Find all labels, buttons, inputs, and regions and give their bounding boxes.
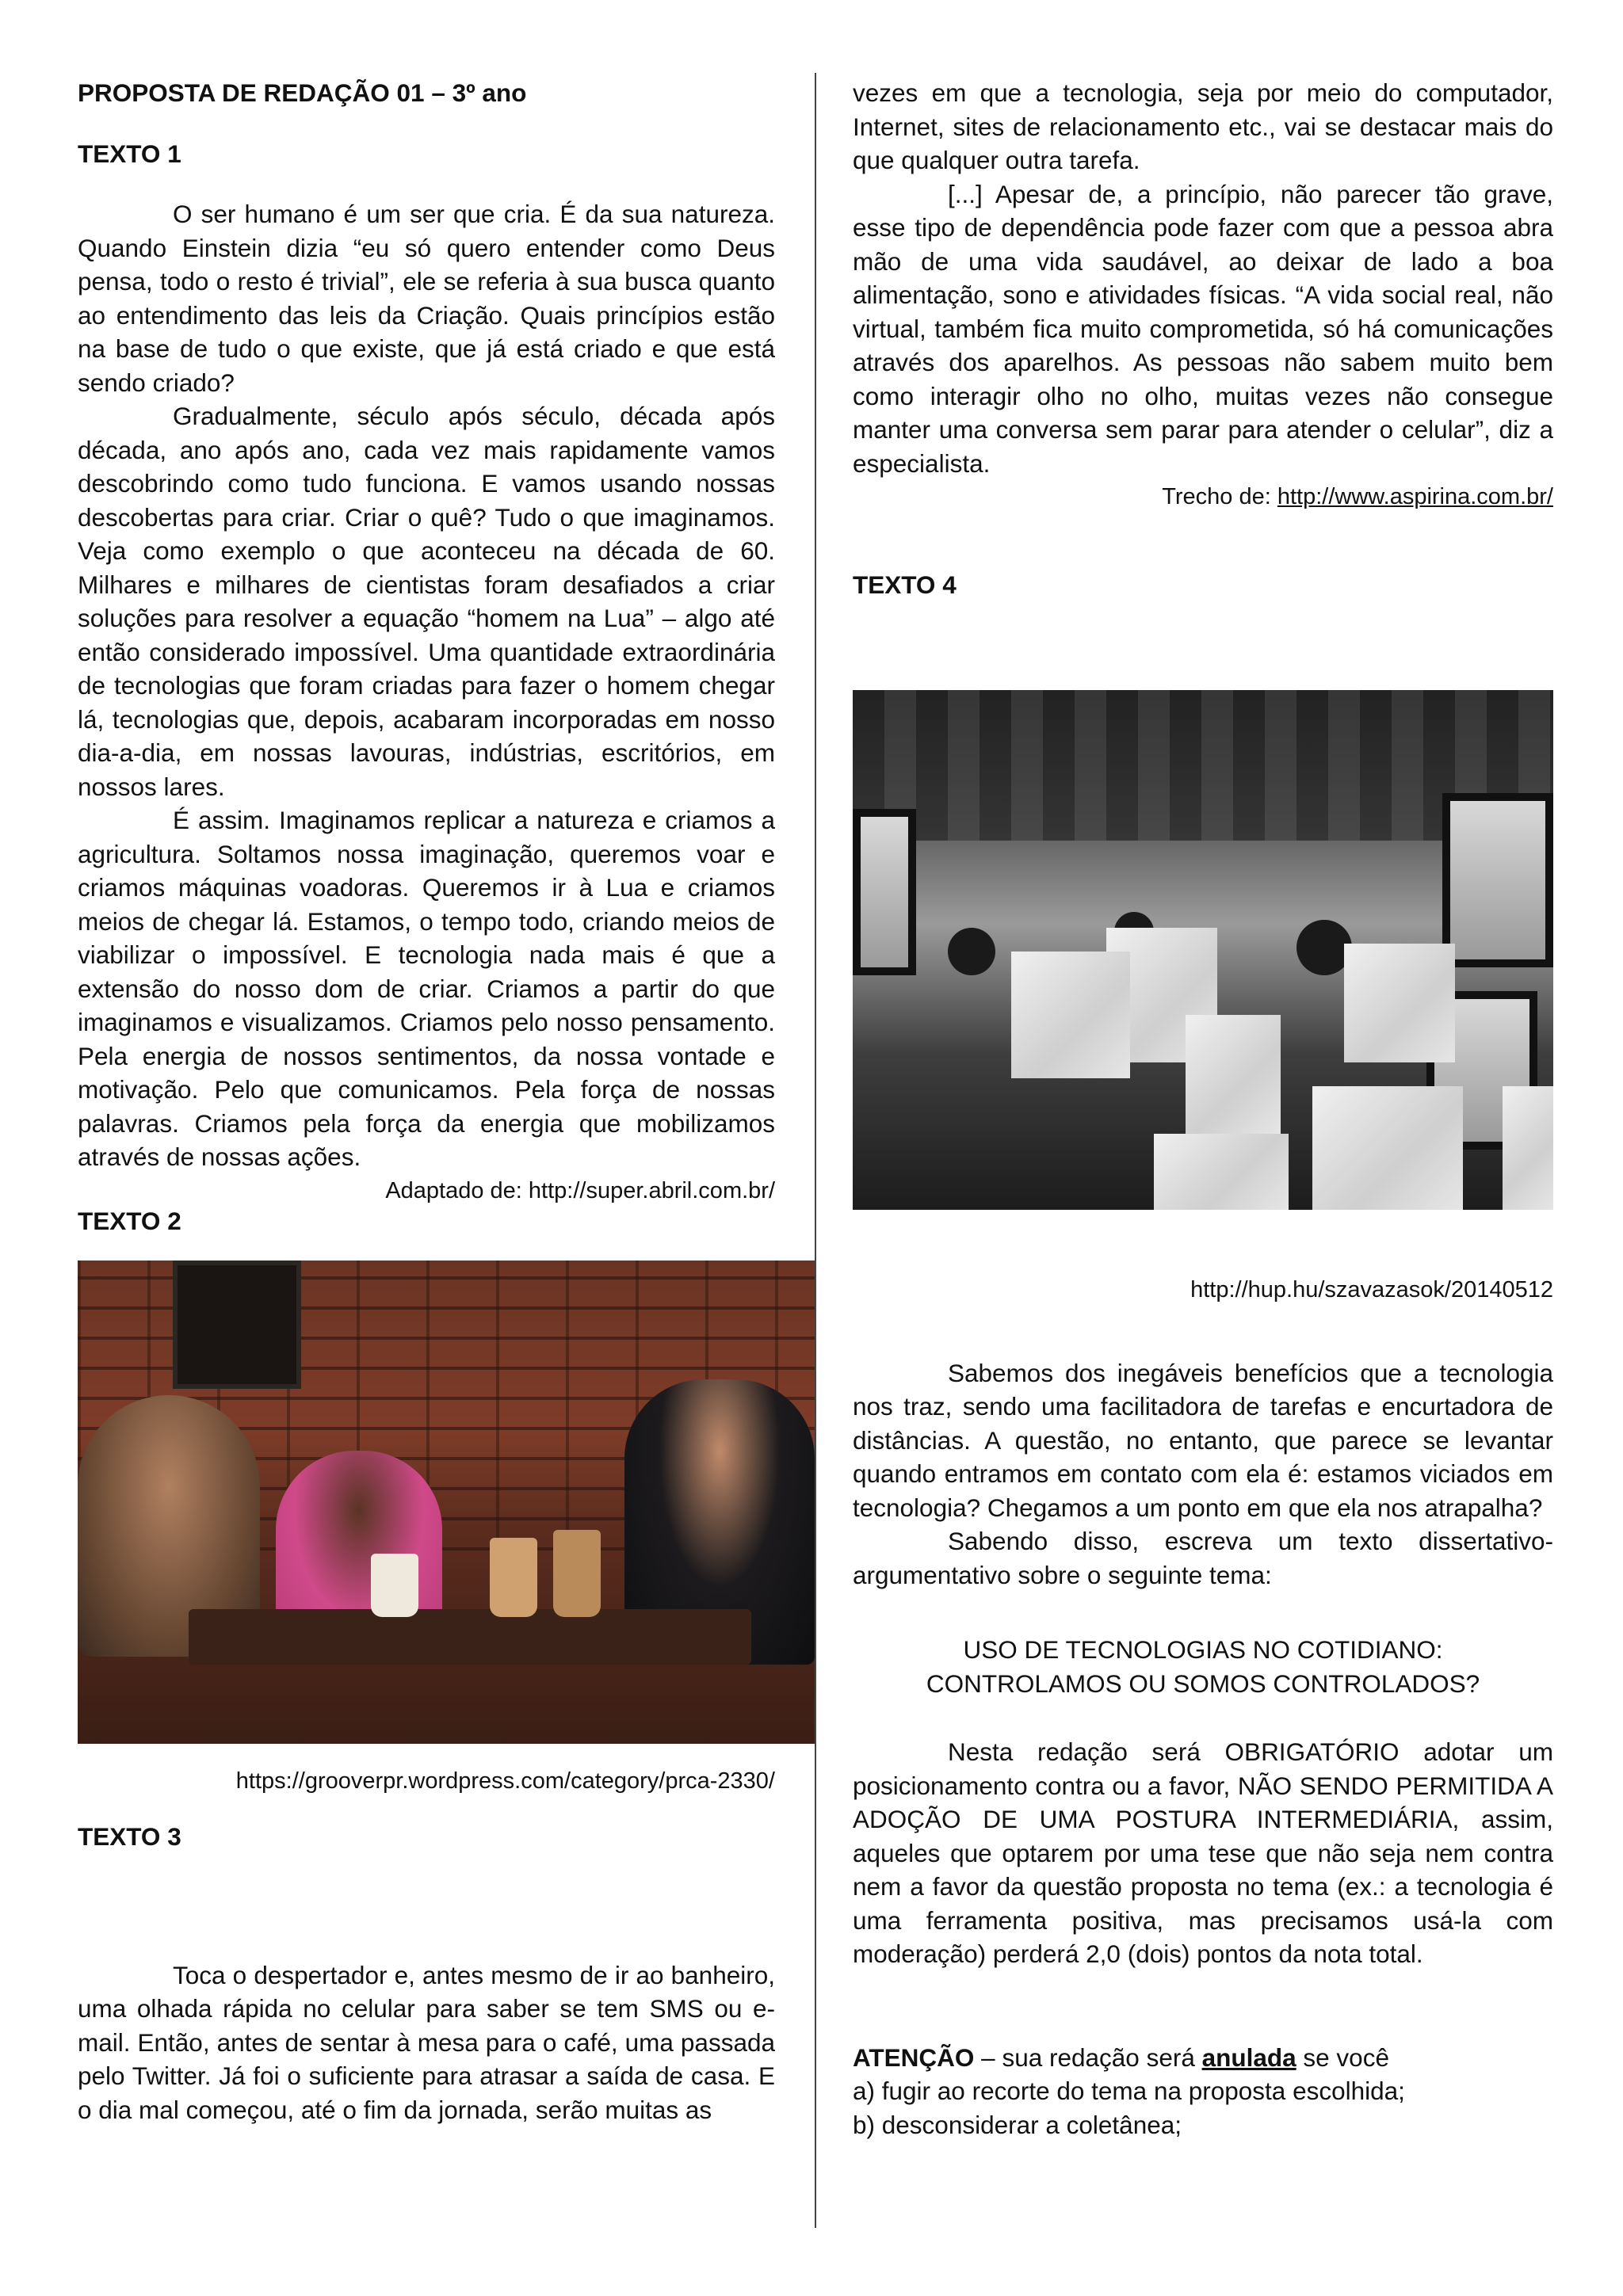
anulada-word: anulada [1201,2042,1296,2072]
rule-paragraph: Nesta redação será OBRIGATÓRIO adotar um posicionamento contra ou a favor, NÃO SENDO PERMITIDA A ADOÇÃO DE UMA POSTURA INTERMEDIÁRIA, assim, aqueles que optarem por uma tese que não seja nem contra nem a favor da questão proposta no tema (ex.: a tecnologia é uma ferramenta positiva, mas precisamos usá-la com moderação) perderá 2,0 (dois) pontos da nota total. [853,1737,1553,1968]
attention-line: ATENÇÃO – sua redação será anulada se você [853,2042,1389,2072]
text1-paragraph-1: O ser humano é um ser que cria. É da sua natureza. Quando Einstein dizia “eu só quero entender como Deus pensa, todo o resto é trivial”, ele se referia à sua busca quanto ao entendimento das leis da Criação. Quais princípios estão na base de tudo o que existe, que já está criado e que está sendo criado? [78,200,775,397]
text2-heading: TEXTO 2 [78,1207,181,1235]
text3-paragraph-1: Toca o despertador e, antes mesmo de ir ao banheiro, uma olhada rápida no celular para saber se tem SMS ou e-mail. Então, antes de sentar à mesa para o café, uma passada pelo Twitter. Já foi o suficiente para atrasar a saída de casa. E o dia mal começou, até o fim da jornada, serão muitas as [78,1960,775,2124]
cafe-people-phones-photo [78,1261,815,1744]
text4-heading: TEXTO 4 [853,570,957,599]
prompt-paragraph-2: Sabendo disso, escreva um texto dissertativo-argumentativo sobre o seguinte tema: [853,1527,1553,1589]
attention-item-b: b) desconsiderar a coletânea; [853,2110,1182,2139]
left-column [78,76,775,2126]
column-divider [815,73,816,2228]
text1-paragraph-2: Gradualmente, século após século, década após década, ano após ano, cada vez mais rapidamente vamos descobrindo como tudo funciona. E vamos usando nossas descobertas para criar. Criar o quê? Tudo o que imaginamos. Veja como exemplo o que aconteceu na década de 60. Milhares e milhares de cientistas foram desafiados a criar soluções para resolver a equação “homem na Lua” – algo até então considerado impossível. Uma quantidade extraordinária de tecnologias que foram criadas para fazer o homem chegar lá, tecnologias que, depois, acabaram incorporadas em nosso dia-a-dia, em nossas lavouras, indústrias, escritórios, em nossos lares. [78,402,775,801]
theme-line-2: CONTROLAMOS OU SOMOS CONTROLADOS? [926,1669,1480,1698]
right-column [853,76,1553,2142]
text1-heading: TEXTO 1 [78,139,181,168]
text3-heading: TEXTO 3 [78,1822,181,1851]
theme-line-1: USO DE TECNOLOGIAS NO COTIDIANO: [963,1635,1443,1664]
text3-paragraph-2: [...] Apesar de, a princípio, não parecer tão grave, esse tipo de dependência pode fazer com que a pessoa abra mão de uma vida saudável, ao deixar de lado a boa alimentação, sono e atividades físicas. “A vida social real, não virtual, também fica muito comprometida, só há comunicações através dos aparelhos. As pessoas não sabem muito bem como interagir olho no olho, muitas vezes não consegue manter uma conversa sem parar para atender o celular”, diz a especialista. [853,179,1553,478]
attention-label: ATENÇÃO [853,2042,975,2072]
text4-source: http://hup.hu/szavazasok/20140512 [1190,1277,1553,1302]
train-passengers-newspapers-photo [853,690,1553,1210]
text3-continuation: vezes em que a tecnologia, seja por meio do computador, Internet, sites de relacionamento etc., vai se destacar mais do que qualquer outra tarefa. [853,78,1553,174]
page-title: PROPOSTA DE REDAÇÃO 01 – 3º ano [78,78,527,107]
attention-item-a: a) fugir ao recorte do tema na proposta escolhida; [853,2077,1405,2105]
text1-source: Adaptado de: http://super.abril.com.br/ [385,1177,775,1203]
prompt-paragraph-1: Sabemos dos inegáveis benefícios que a tecnologia nos traz, sendo uma facilitadora de tarefas e encurtadora de distâncias. A questão, no entanto, que parece se levantar quando entramos em contato com ela é: estamos viciados em tecnologia? Chegamos a um ponto em que ela nos atrapalha? [853,1358,1553,1522]
text1-paragraph-3: É assim. Imaginamos replicar a natureza e criamos a agricultura. Soltamos nossa imaginação, queremos voar e criamos máquinas voadoras. Queremos ir à Lua e criamos meios de chegar lá. Estamos, o tempo todo, criando meios de viabilizar o impossível. E tecnologia nada mais é que a extensão do nosso dom de criar. Criamos a partir do que imaginamos e visualizamos. Criamos pelo nosso pensamento. Pela energia de nossos sentimentos, da nossa vontade e motivação. Pelo que comunicamos. Pela força de nossas palavras. Criamos pela força da energia que mobilizamos através de nossas ações. [78,806,775,1171]
text3-source: Trecho de: http://www.aspirina.com.br/ [1162,484,1553,509]
text2-source: https://grooverpr.wordpress.com/category/prca-2330/ [235,1768,775,1794]
text3-source-link[interactable]: http://www.aspirina.com.br/ [1277,484,1553,509]
